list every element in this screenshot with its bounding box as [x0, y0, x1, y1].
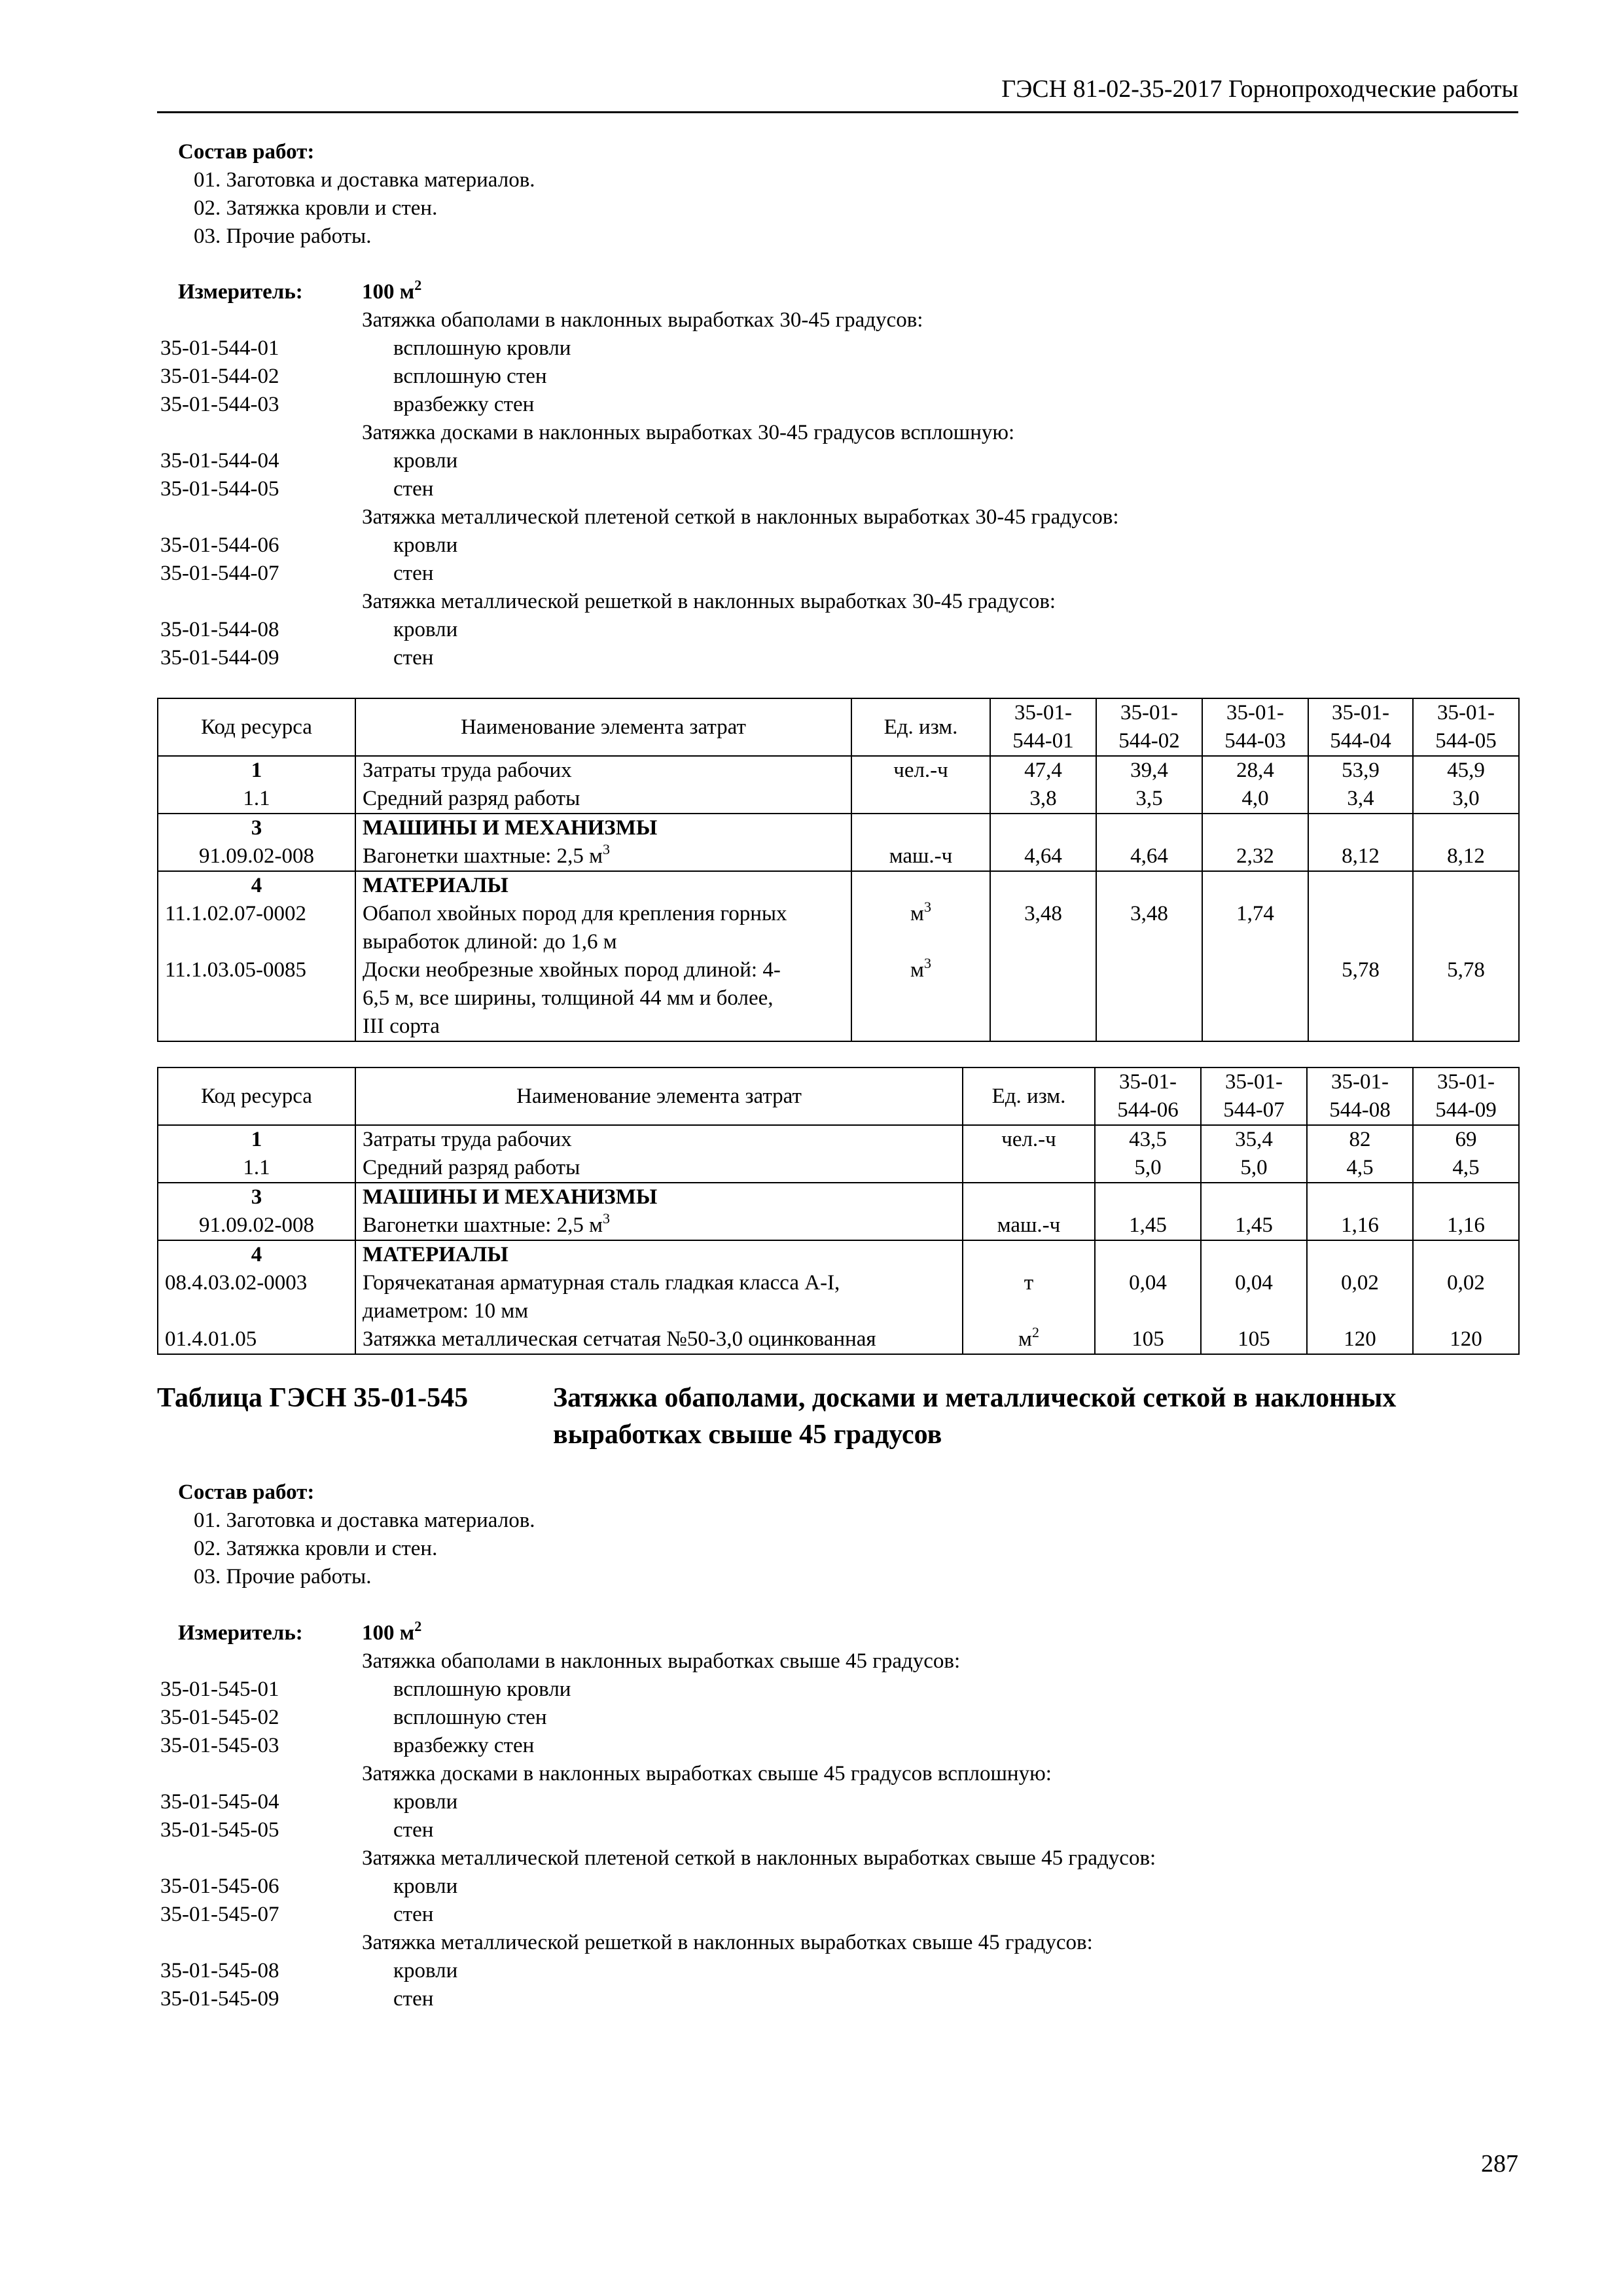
composition-item: 03. Прочие работы. — [194, 1565, 372, 1588]
empty-cell — [1202, 814, 1308, 842]
table-row — [158, 785, 1519, 814]
table-row — [158, 900, 1519, 956]
empty-cell — [1307, 1240, 1413, 1269]
empty-cell — [1096, 871, 1202, 900]
empty-cell — [1096, 814, 1202, 842]
norm-group-title: Затяжка досками в наклонных выработках свыше 45 градусов всплошную: — [362, 1762, 1052, 1785]
resource-value: 0,02 — [1307, 1269, 1413, 1325]
resource-value — [1202, 956, 1308, 1041]
resource-value: 4,5 — [1307, 1154, 1413, 1183]
resource-value: 82 — [1307, 1125, 1413, 1154]
resource-value: 3,0 — [1413, 785, 1519, 814]
norm-group-title: Затяжка обаполами в наклонных выработках 30-45 градусов: — [362, 308, 923, 332]
empty-cell — [963, 1183, 1095, 1211]
composition-label: Состав работ: — [178, 140, 315, 164]
resource-value: 69 — [1413, 1125, 1519, 1154]
resource-value: 1,45 — [1095, 1211, 1201, 1240]
col-header-code: Код ресурса — [158, 698, 355, 756]
empty-cell — [1202, 871, 1308, 900]
resource-value: 3,4 — [1308, 785, 1413, 814]
col-header-unit: Ед. изм. — [963, 1067, 1095, 1125]
table-row — [158, 1154, 1519, 1183]
norm-name: стен — [393, 646, 434, 670]
empty-cell — [990, 871, 1096, 900]
col-header-norm: 35-01- 544-06 — [1095, 1067, 1201, 1125]
resource-unit: $м^3$ — [851, 900, 990, 956]
empty-cell — [851, 871, 990, 900]
norm-code: 35-01-544-09 — [160, 646, 279, 670]
resource-value: 3,48 — [1096, 900, 1202, 956]
norm-code: 35-01-545-03 — [160, 1734, 279, 1757]
section-heading: МАШИНЫ И МЕХАНИЗМЫ — [355, 1183, 963, 1211]
norm-code: 35-01-544-05 — [160, 477, 279, 501]
resource-value: 28,4 — [1202, 756, 1308, 785]
resource-value: 39,4 — [1096, 756, 1202, 785]
composition-item: 02. Затяжка кровли и стен. — [194, 196, 438, 220]
running-title: ГЭСН 81-02-35-2017 Горнопроходческие работы — [1001, 75, 1518, 103]
empty-cell — [990, 814, 1096, 842]
col-header-unit: Ед. изм. — [851, 698, 990, 756]
resource-code: 1.1 — [158, 785, 355, 814]
empty-cell — [1413, 814, 1519, 842]
col-header-norm: 35-01- 544-04 — [1308, 698, 1413, 756]
norm-code: 35-01-545-04 — [160, 1790, 279, 1814]
norm-code: 35-01-544-07 — [160, 562, 279, 585]
resource-value: 3,48 — [990, 900, 1096, 956]
norm-code: 35-01-544-01 — [160, 336, 279, 360]
empty-cell — [851, 814, 990, 842]
resource-value: 105 — [1201, 1325, 1307, 1354]
resource-code: 91.09.02-008 — [158, 842, 355, 871]
composition-item: 01. Заготовка и доставка материалов. — [194, 168, 535, 192]
norm-code: 35-01-545-02 — [160, 1706, 279, 1729]
resource-value: 45,9 — [1413, 756, 1519, 785]
norm-name: стен — [393, 562, 434, 585]
table-row — [158, 956, 1519, 1041]
resource-unit: т — [963, 1269, 1095, 1325]
norm-code: 35-01-545-06 — [160, 1874, 279, 1898]
col-header-name: Наименование элемента затрат — [355, 1067, 963, 1125]
page-number: 287 — [1481, 2150, 1518, 2178]
composition-item: 02. Затяжка кровли и стен. — [194, 1537, 438, 1560]
table-row — [158, 1325, 1519, 1354]
norm-name: вразбежку стен — [393, 1734, 535, 1757]
norm-name: кровли — [393, 1874, 458, 1898]
empty-cell — [1307, 1183, 1413, 1211]
section-heading: МАТЕРИАЛЫ — [355, 1240, 963, 1269]
table-caption-line: выработках свыше 45 градусов — [553, 1420, 942, 1450]
resource-value — [1308, 900, 1413, 956]
resource-value: 35,4 — [1201, 1125, 1307, 1154]
col-header-norm: 35-01- 544-01 — [990, 698, 1096, 756]
resource-name: Затраты труда рабочих — [355, 756, 851, 785]
norm-name: кровли — [393, 618, 458, 641]
composition-item: 03. Прочие работы. — [194, 224, 372, 248]
resource-name: Средний разряд работы — [355, 1154, 963, 1183]
norm-name: всплошную кровли — [393, 1677, 571, 1701]
table-row — [158, 814, 1519, 842]
col-header-norm: 35-01- 544-07 — [1201, 1067, 1307, 1125]
unit-value: 100 $м^2$ — [362, 1618, 422, 1645]
resource-value: 47,4 — [990, 756, 1096, 785]
section-heading: МАТЕРИАЛЫ — [355, 871, 851, 900]
empty-cell — [963, 1240, 1095, 1269]
norm-name: стен — [393, 1987, 434, 2011]
col-header-code: Код ресурса — [158, 1067, 355, 1125]
norm-code: 35-01-544-04 — [160, 449, 279, 473]
empty-cell — [1413, 1240, 1519, 1269]
norm-code: 35-01-545-08 — [160, 1959, 279, 1982]
section-heading: МАШИНЫ И МЕХАНИЗМЫ — [355, 814, 851, 842]
norm-name: всплошную кровли — [393, 336, 571, 360]
resource-value: 5,78 — [1413, 956, 1519, 1041]
resource-code: 11.1.03.05-0085 — [158, 956, 355, 1041]
resource-value: 4,64 — [990, 842, 1096, 871]
resource-unit — [963, 1154, 1095, 1183]
col-header-norm: 35-01- 544-05 — [1413, 698, 1519, 756]
running-header — [157, 75, 1518, 113]
col-header-name: Наименование элемента затрат — [355, 698, 851, 756]
empty-cell — [1201, 1240, 1307, 1269]
composition-label: Состав работ: — [178, 1480, 315, 1504]
resource-value: 53,9 — [1308, 756, 1413, 785]
resource-name: Обапол хвойных пород для крепления горных выработок длиной: до 1,6 м — [355, 900, 851, 956]
norm-name: стен — [393, 1818, 434, 1842]
norm-code: 35-01-544-03 — [160, 393, 279, 416]
resource-code: 1.1 — [158, 1154, 355, 1183]
unit-value: 100 $м^2$ — [362, 277, 422, 304]
col-header-norm: 35-01- 544-09 — [1413, 1067, 1519, 1125]
resource-code: 3 — [158, 814, 355, 842]
table-caption-line: Затяжка обаполами, досками и металлической сеткой в наклонных — [553, 1383, 1397, 1413]
resource-unit: чел.-ч — [963, 1125, 1095, 1154]
resource-value: 2,32 — [1202, 842, 1308, 871]
resource-name: Затяжка металлическая сетчатая №50-3,0 оцинкованная — [355, 1325, 963, 1354]
resource-code: 1 — [158, 756, 355, 785]
resource-name: Вагонетки шахтные: 2,5 $м^3$ — [355, 1211, 963, 1240]
resource-value — [1096, 956, 1202, 1041]
table-row — [158, 1240, 1519, 1269]
resource-code: 4 — [158, 871, 355, 900]
resource-value: 3,8 — [990, 785, 1096, 814]
resource-value: 5,0 — [1201, 1154, 1307, 1183]
table-row — [158, 1269, 1519, 1325]
empty-cell — [1308, 871, 1413, 900]
table-row — [158, 871, 1519, 900]
resource-value: 8,12 — [1308, 842, 1413, 871]
norm-name: кровли — [393, 533, 458, 557]
resource-value: 1,16 — [1307, 1211, 1413, 1240]
resource-value: 1,16 — [1413, 1211, 1519, 1240]
resource-value — [1413, 900, 1519, 956]
norm-code: 35-01-545-05 — [160, 1818, 279, 1842]
resource-value: 0,04 — [1095, 1269, 1201, 1325]
resource-name: Средний разряд работы — [355, 785, 851, 814]
empty-cell — [1308, 814, 1413, 842]
table-header-row — [158, 1067, 1519, 1125]
resource-value: 4,0 — [1202, 785, 1308, 814]
empty-cell — [1095, 1183, 1201, 1211]
resource-code: 08.4.03.02-0003 — [158, 1269, 355, 1325]
norm-group-title: Затяжка металлической решеткой в наклонных выработках свыше 45 градусов: — [362, 1931, 1093, 1954]
resource-value: 0,04 — [1201, 1269, 1307, 1325]
resource-code: 01.4.01.05 — [158, 1325, 355, 1354]
table-row — [158, 756, 1519, 785]
norm-name: кровли — [393, 1959, 458, 1982]
empty-cell — [1201, 1183, 1307, 1211]
col-header-norm: 35-01- 544-08 — [1307, 1067, 1413, 1125]
table-row — [158, 1125, 1519, 1154]
norm-code: 35-01-545-09 — [160, 1987, 279, 2011]
resource-table-544-01-05 — [157, 698, 1520, 1042]
unit-label: Измеритель: — [178, 280, 303, 304]
resource-value: 5,78 — [1308, 956, 1413, 1041]
resource-value: 3,5 — [1096, 785, 1202, 814]
resource-unit: $м^2$ — [963, 1325, 1095, 1354]
empty-cell — [1095, 1240, 1201, 1269]
resource-value: 105 — [1095, 1325, 1201, 1354]
resource-name: Доски необрезные хвойных пород длиной: 4- 6,5 м, все ширины, толщиной 44 мм и более, III сорта — [355, 956, 851, 1041]
resource-name: Вагонетки шахтные: 2,5 $м^3$ — [355, 842, 851, 871]
resource-table-544-06-09 — [157, 1067, 1520, 1355]
resource-name: Затраты труда рабочих — [355, 1125, 963, 1154]
empty-cell — [1413, 871, 1519, 900]
resource-value — [990, 956, 1096, 1041]
norm-name: кровли — [393, 1790, 458, 1814]
norm-name: вразбежку стен — [393, 393, 535, 416]
table-row — [158, 842, 1519, 871]
resource-code: 91.09.02-008 — [158, 1211, 355, 1240]
resource-value: 4,64 — [1096, 842, 1202, 871]
resource-value: 120 — [1413, 1325, 1519, 1354]
resource-value: 0,02 — [1413, 1269, 1519, 1325]
norm-code: 35-01-544-02 — [160, 365, 279, 388]
table-row — [158, 1183, 1519, 1211]
unit-label: Измеритель: — [178, 1621, 303, 1645]
norm-name: всплошную стен — [393, 365, 547, 388]
resource-code: 3 — [158, 1183, 355, 1211]
resource-value: 43,5 — [1095, 1125, 1201, 1154]
resource-value: 1,45 — [1201, 1211, 1307, 1240]
col-header-norm: 35-01- 544-03 — [1202, 698, 1308, 756]
resource-value: 120 — [1307, 1325, 1413, 1354]
table-number: Таблица ГЭСН 35-01-545 — [157, 1383, 469, 1413]
norm-group-title: Затяжка металлической решеткой в наклонных выработках 30-45 градусов: — [362, 590, 1056, 613]
resource-unit — [851, 785, 990, 814]
composition-item: 01. Заготовка и доставка материалов. — [194, 1509, 535, 1532]
resource-value: 4,5 — [1413, 1154, 1519, 1183]
empty-cell — [1413, 1183, 1519, 1211]
norm-group-title: Затяжка обаполами в наклонных выработках свыше 45 градусов: — [362, 1649, 961, 1673]
norm-code: 35-01-544-06 — [160, 533, 279, 557]
table-header-row — [158, 698, 1519, 756]
resource-code: 11.1.02.07-0002 — [158, 900, 355, 956]
norm-group-title: Затяжка досками в наклонных выработках 30-45 градусов всплошную: — [362, 421, 1015, 444]
resource-unit: $м^3$ — [851, 956, 990, 1041]
resource-name: Горячекатаная арматурная сталь гладкая класса А-I, диаметром: 10 мм — [355, 1269, 963, 1325]
norm-group-title: Затяжка металлической плетеной сеткой в наклонных выработках 30-45 градусов: — [362, 505, 1119, 529]
resource-value: 5,0 — [1095, 1154, 1201, 1183]
resource-unit: маш.-ч — [851, 842, 990, 871]
norm-group-title: Затяжка металлической плетеной сеткой в наклонных выработках свыше 45 градусов: — [362, 1846, 1156, 1870]
resource-value: 8,12 — [1413, 842, 1519, 871]
resource-code: 1 — [158, 1125, 355, 1154]
col-header-norm: 35-01- 544-02 — [1096, 698, 1202, 756]
norm-code: 35-01-544-08 — [160, 618, 279, 641]
norm-name: кровли — [393, 449, 458, 473]
norm-name: стен — [393, 477, 434, 501]
norm-code: 35-01-545-01 — [160, 1677, 279, 1701]
resource-value: 1,74 — [1202, 900, 1308, 956]
norm-name: всплошную стен — [393, 1706, 547, 1729]
norm-name: стен — [393, 1903, 434, 1926]
resource-unit: маш.-ч — [963, 1211, 1095, 1240]
table-row — [158, 1211, 1519, 1240]
resource-code: 4 — [158, 1240, 355, 1269]
resource-unit: чел.-ч — [851, 756, 990, 785]
norm-code: 35-01-545-07 — [160, 1903, 279, 1926]
